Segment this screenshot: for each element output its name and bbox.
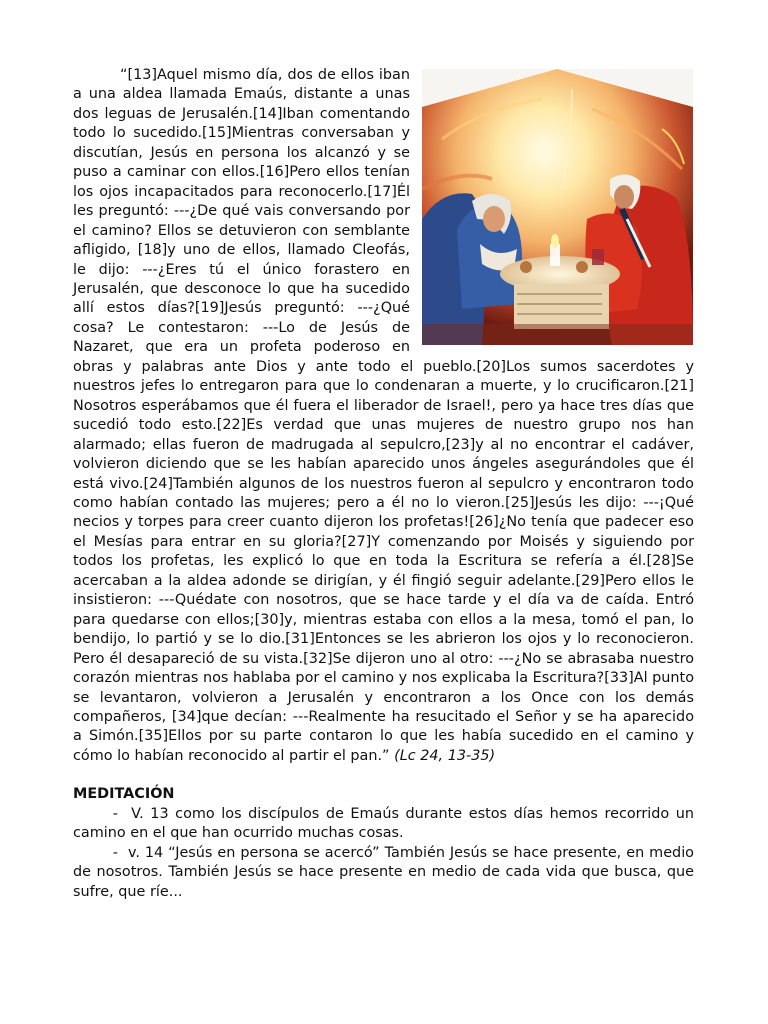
meditation-item-text: V. 13 como los discípulos de Emaús durante estos días hemos recorrido un camino en el que han ocurrido muchas cosas. — [73, 805, 694, 842]
meditation-item — [73, 844, 694, 902]
passage-citation: (Lc 24, 13-35) — [394, 747, 496, 764]
meditation-heading: MEDITACIÓN — [73, 786, 175, 803]
document-page — [73, 66, 694, 902]
bullet-marker: - — [112, 844, 118, 861]
meditation-item — [73, 805, 694, 844]
emmaus-painting — [422, 69, 693, 345]
passage-text: “[13]Aquel mismo día, dos de ellos iban a una aldea llamada Emaús, distante a unas dos leguas de Jerusalén.[14]Iban comentando todo lo sucedido.[15]Mientras conversaban y discutían, Jesús en persona los alcanzó y se puso a caminar con ellos.[16]Pero ellos tenían los ojos incapacitados para reconocerlo.[17]Él les preguntó: ---¿De qué vais conversando por el camino? Ellos se detuvieron con semblante afligido, [18]y uno de ellos, llamado Cleofás, le dijo: ---¿Eres tú el único forastero en Jerusalén, que desconoce lo que ha sucedido allí estos días?[19]Jesús preguntó: ---¿Qué cosa? Le contestaron: ---Lo de Jesús de Nazaret, que era un profeta poderoso en obras y palabras ante Dios y ante todo el pueblo.[20]Los sumos sacerdotes y nuestros jefes lo entregaron para que lo condenaran a muerte, y lo crucificaron.[21] Nosotros esperábamos que él fuera el liberador de Israel!, pero ya hace tres días que sucedió todo esto.[22]Es verdad que unas mujeres de nuestro grupo nos han alarmado; ellas fueron de madrugada al sepulcro,[23]y al no encontrar el cadáver, volvieron diciendo que se les habían aparecido unos ángeles asegurándoles que él está vivo.[24]También algunos de los nuestros fueron al sepulcro y encontraron todo como habían contado las mujeres; pero a él no lo vieron.[25]Jesús les dijo: ---¡Qué necios y torpes para creer cuanto dijeron los profetas![26]¿No tenía que padecer eso el Mesías para entrar en su gloria?[27]Y comenzando por Moisés y siguiendo por todos los profetas, les explicó lo que en toda la Escritura se refería a él.[28]Se acercaban a la aldea adonde se dirigían, y él fingió seguir adelante.[29]Pero ellos le insistieron: ---Quédate con nosotros, que se hace tarde y el día va de caída. Entró para quedarse con ellos;[30]y, mientras estaba con ellos a la mesa, tomó el pan, lo bendijo, lo partió y se lo dio.[31]Entonces se les abrieron los ojos y lo reconocieron. Pero él desapareció de su vista.[32]Se dijeron uno al otro: ---¿No se abrasaba nuestro corazón mientras nos hablaba por el camino y nos explicaba la Escritura?[33]Al punto se levantaron, volvieron a Jerusalén y encontraron a los Once con los demás compañeros, [34]que decían: ---Realmente ha resucitado el Señor y se ha aparecido a Simón.[35]Ellos por su parte contaron lo que les había sucedido en el camino y cómo lo habían reconocido al partir el pan.” — [73, 67, 694, 764]
gospel-passage — [73, 66, 694, 766]
meditation-item-text: v. 14 “Jesús en persona se acercó” También Jesús se hace presente, en medio de nosotros. También Jesús se hace presente en medio de cada vida que busca, que sufre, que ríe... — [73, 844, 694, 900]
bullet-marker: - — [112, 805, 118, 822]
